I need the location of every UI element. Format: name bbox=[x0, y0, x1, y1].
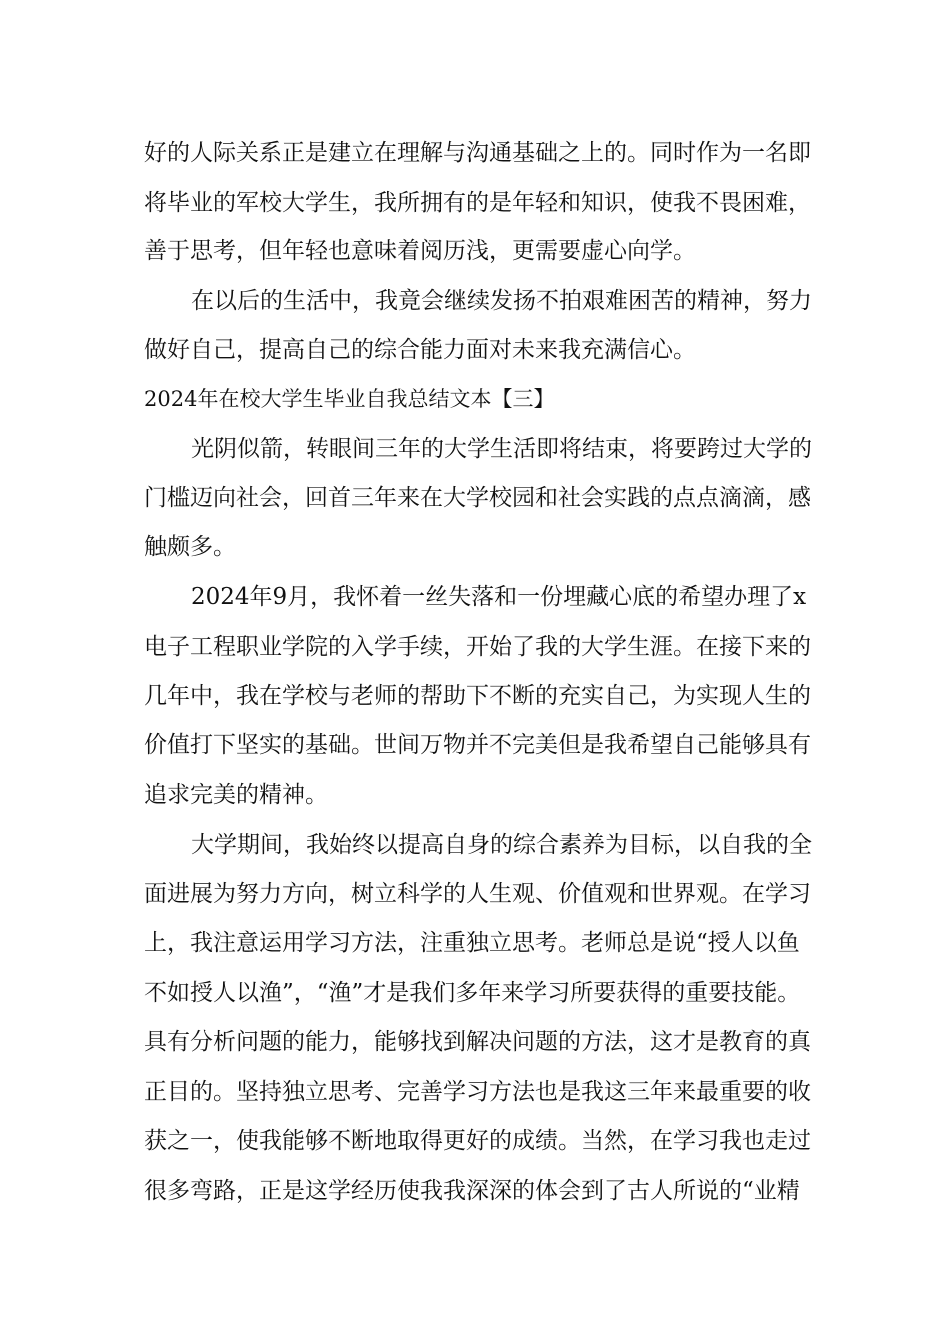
section-heading: 2024年在校大学生毕业自我总结文本【三】 bbox=[144, 387, 555, 411]
text-line: 几年中，我在学校与老师的帮助下不断的充实自己，为实现人生的 bbox=[144, 683, 811, 709]
text-line: 上，我注意运用学习方法，注重独立思考。老师总是说“授人以鱼 bbox=[144, 930, 800, 956]
text-line: 好的人际关系正是建立在理解与沟通基础之上的。同时作为一名即 bbox=[144, 140, 811, 166]
text-line: 面进展为努力方向，树立科学的人生观、价值观和世界观。在学习 bbox=[144, 881, 811, 907]
text-line: 正目的。坚持独立思考、完善学习方法也是我这三年来最重要的收 bbox=[144, 1079, 811, 1105]
text-line: 善于思考，但年轻也意味着阅历浅，更需要虚心向学。 bbox=[144, 238, 696, 264]
text-line: 不如授人以渔”，“渔”才是我们多年来学习所要获得的重要技能。 bbox=[144, 980, 801, 1006]
text-line: 触颇多。 bbox=[144, 534, 236, 560]
paragraph-start-line: 在以后的生活中，我竟会继续发扬不拍艰难困苦的精神，努力 bbox=[191, 288, 812, 314]
paragraph-start-line: 光阴似箭，转眼间三年的大学生活即将结束，将要跨过大学的 bbox=[191, 436, 812, 462]
paragraph-start-line: 大学期间，我始终以提高自身的综合素养为目标，以自我的全 bbox=[191, 832, 812, 858]
text-line: 电子工程职业学院的入学手续，开始了我的大学生涯。在接下来的 bbox=[144, 634, 811, 660]
text-line: 很多弯路，正是这学经历使我我深深的体会到了古人所说的“业精 bbox=[144, 1178, 800, 1204]
text-line: 具有分析问题的能力，能够找到解决问题的方法，这才是教育的真 bbox=[144, 1029, 811, 1055]
text-line: 将毕业的军校大学生，我所拥有的是年轻和知识，使我不畏困难， bbox=[144, 190, 811, 216]
text-line: 获之一，使我能够不断地取得更好的成绩。当然，在学习我也走过 bbox=[144, 1128, 811, 1154]
paragraph-start-line: 2024年9月，我怀着一丝失落和一份埋藏心底的希望办理了x bbox=[191, 584, 807, 610]
text-line: 追求完美的精神。 bbox=[144, 782, 328, 808]
text-line: 价值打下坚实的基础。世间万物并不完美但是我希望自己能够具有 bbox=[144, 732, 811, 758]
text-line: 做好自己，提高自己的综合能力面对未来我充满信心。 bbox=[144, 337, 696, 363]
text-line: 门槛迈向社会，回首三年来在大学校园和社会实践的点点滴滴，感 bbox=[144, 485, 811, 511]
